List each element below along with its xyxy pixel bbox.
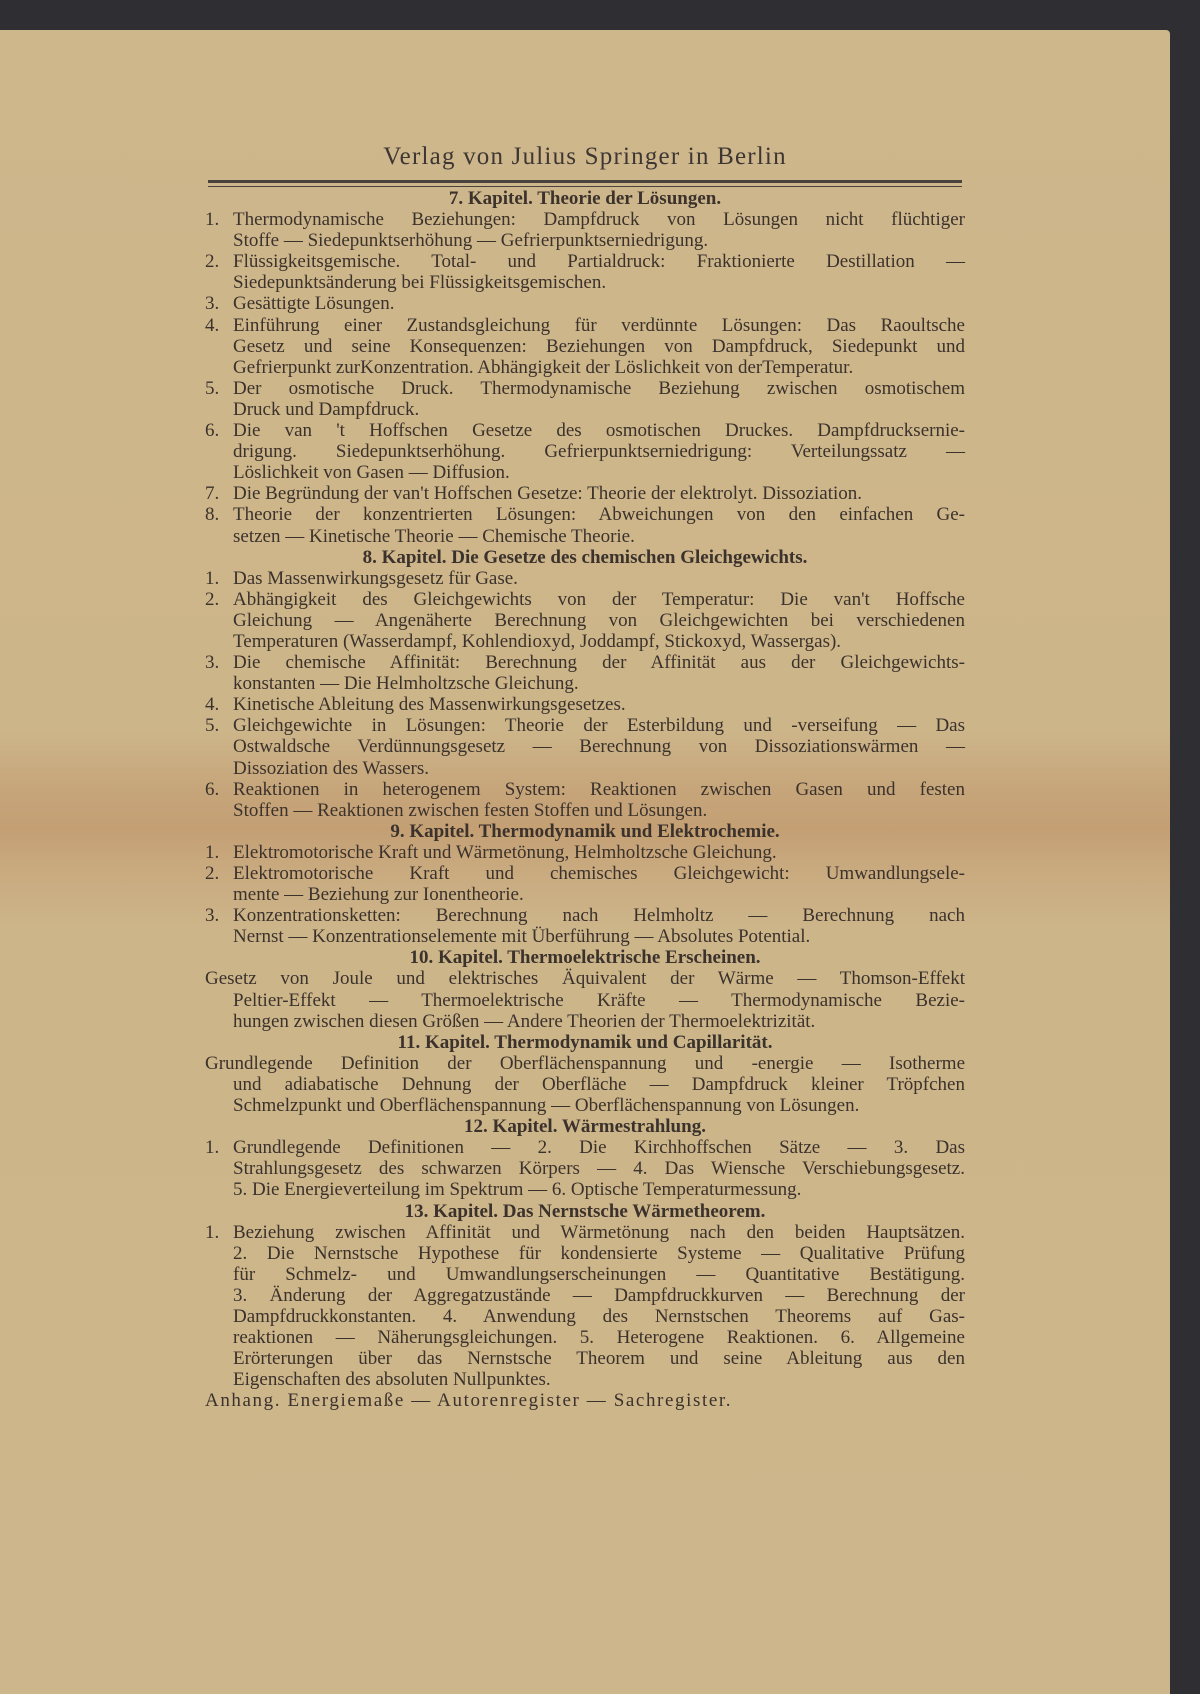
section-item [205,863,965,905]
item-number: 8. [205,504,220,526]
text-line: 2. Die Nernstsche Hypothese für kondensierte Systeme — Qualitative Prüfung [233,1242,965,1264]
text-line: Thermodynamische Beziehungen: Dampfdruck von Lösungen nicht flüchtiger [233,209,965,231]
item-number: 2. [205,251,220,273]
section-item [205,504,965,546]
section-item [205,905,965,947]
text-line: Dampfdruckkonstanten. 4. Anwendung des Nernstschen Theorems auf Gas- [233,1305,965,1327]
text-line: drigung. Siedepunktserhöhung. Gefrierpunktserniedrigung: Verteilungssatz — [233,441,965,463]
item-number: 1. [205,209,220,231]
item-number: 3. [205,652,220,674]
text-line: Schmelzpunkt und Oberflächenspannung — Oberflächenspannung von Lösungen. [233,1095,860,1117]
section-item [205,842,965,863]
section-item [205,378,965,420]
item-number: 7. [205,483,220,505]
item-number: 3. [205,293,220,315]
chapter-heading: 8. Kapitel. Die Gesetze des chemischen Gleichgewichts. [362,546,808,568]
text-line: und adiabatische Dehnung der Oberfläche — Dampfdruck kleiner Tröpfchen [233,1073,965,1095]
item-number: 1. [205,1221,220,1243]
text-line: Abhängigkeit des Gleichgewichts von der Temperatur: Die van't Hoffsche [233,588,965,610]
text-line: Konzentrationsketten: Berechnung nach Helmholtz — Berechnung nach [233,905,965,927]
chapter-heading: 10. Kapitel. Thermoelektrische Erscheinen. [409,947,761,969]
text-line: Die chemische Affinität: Berechnung der Affinität aus der Gleichgewichts- [233,652,965,674]
text-line: Gesättigte Lösungen. [233,293,395,315]
section-item [205,715,965,778]
text-line: Dissoziation des Wassers. [233,757,430,779]
text-line: konstanten — Die Helmholtzsche Gleichung. [233,673,579,695]
text-line: hungen zwischen diesen Größen — Andere Theorien der Thermoelektrizität. [233,1010,816,1032]
text-line: Die Begründung der van't Hoffschen Gesetze: Theorie der elektrolyt. Dissoziation. [233,483,863,505]
item-number: 6. [205,420,220,442]
item-number: 6. [205,778,220,800]
item-number: 5. [205,377,220,399]
header-double-rule [208,180,962,187]
section-item [205,251,965,293]
text-line: 3. Änderung der Aggregatzustände — Dampfdruckkurven — Berechnung der [233,1284,965,1306]
item-number: 2. [205,863,220,884]
text-line: Einführung einer Zustandsgleichung für verdünnte Lösungen: Das Raoultsche [233,314,965,336]
item-number: 4. [205,314,220,336]
text-line: Der osmotische Druck. Thermodynamische Beziehung zwischen osmotischem [233,377,965,399]
item-number: 2. [205,588,220,610]
text-line: Strahlungsgesetz des schwarzen Körpers — 4. Das Wiensche Verschiebungsgesetz. [233,1158,965,1180]
text-line: setzen — Kinetische Theorie — Chemische Theorie. [233,525,635,547]
text-line: Gefrierpunkt zurKonzentration. Abhängigkeit der Löslichkeit von derTemperatur. [233,356,854,378]
text-line: Gleichgewichte in Lösungen: Theorie der Esterbildung und -verseifung — Das [233,715,965,737]
text-line: Beziehung zwischen Affinität und Wärmetönung nach den beiden Hauptsätzen. [233,1221,965,1243]
text-line: Peltier-Effekt — Thermoelektrische Kräfte — Thermodynamische Bezie- [233,989,965,1011]
text-line: Reaktionen in heterogenem System: Reaktionen zwischen Gasen und festen [233,778,965,800]
section-item [205,1222,965,1391]
text-line: mente — Beziehung zur Ionentheorie. [233,884,524,906]
item-number: 1. [205,567,220,589]
text-line: Theorie der konzentrierten Lösungen: Abweichungen von den einfachen Ge- [233,504,965,526]
text-line: Stoffe — Siedepunktserhöhung — Gefrierpunktserniedrigung. [233,230,709,252]
item-number: 1. [205,1137,220,1159]
text-line: Siedepunktsänderung bei Flüssigkeitsgemischen. [233,272,607,294]
section-item [205,420,965,483]
appendix-line: Anhang. Energiemaße — Autorenregister — Sachregister. [205,1390,733,1412]
item-number: 1. [205,841,220,863]
chapter-heading: 13. Kapitel. Das Nernstsche Wärmetheorem. [404,1200,766,1222]
item-number: 5. [205,715,220,737]
text-line: Die van 't Hoffschen Gesetze des osmotischen Druckes. Dampfdrucksernie- [233,420,965,442]
chapter-heading: 9. Kapitel. Thermodynamik und Elektrochemie. [390,820,780,842]
text-line: Druck und Dampfdruck. [233,398,420,420]
text-line: Temperaturen (Wasserdampf, Kohlendioxyd, Joddampf, Stickoxyd, Wassergas). [233,630,842,652]
text-line: 5. Die Energieverteilung im Spektrum — 6. Optische Temperaturmessung. [233,1179,802,1201]
text-line: für Schmelz- und Umwandlungserscheinungen — Quantitative Bestätigung. [233,1263,965,1285]
item-number: 3. [205,905,220,927]
text-line: Elektromotorische Kraft und Wärmetönung, Helmholtzsche Gleichung. [233,841,777,863]
section-item [205,779,965,821]
table-of-contents [205,188,965,1411]
text-line: Ostwaldsche Verdünnungsgesetz — Berechnung von Dissoziationswärmen — [233,736,965,758]
chapter-heading: 11. Kapitel. Thermodynamik und Capillarität. [397,1031,773,1053]
document-page [0,30,1170,1694]
section-item [205,1137,965,1200]
text-line: Stoffen — Reaktionen zwischen festen Stoffen und Lösungen. [233,799,708,821]
publisher-header: Verlag von Julius Springer in Berlin [383,143,787,170]
section-item [205,568,965,589]
item-number: 4. [205,694,220,716]
text-line: reaktionen — Näherungsgleichungen. 5. Heterogene Reaktionen. 6. Allgemeine [233,1327,965,1349]
text-line: Kinetische Ableitung des Massenwirkungsgesetzes. [233,694,626,716]
text-line: Löslichkeit von Gasen — Diffusion. [233,462,510,484]
section-item [205,694,965,715]
chapter-heading: 7. Kapitel. Theorie der Lösungen. [448,188,722,209]
section-item [205,483,965,504]
text-line: Grundlegende Definition der Oberflächenspannung und -energie — Isotherme [205,1052,965,1074]
section-item [205,968,965,1031]
section-item [205,293,965,314]
text-line: Eigenschaften des absoluten Nullpunktes. [233,1369,551,1391]
text-line: Nernst — Konzentrationselemente mit Überführung — Absolutes Potential. [233,926,811,948]
text-line: Gleichung — Angenäherte Berechnung von Gleichgewichten bei verschiedenen [233,609,965,631]
section-item [205,315,965,378]
text-line: Grundlegende Definitionen — 2. Die Kirchhoffschen Sätze — 3. Das [233,1137,965,1159]
text-line: Flüssigkeitsgemische. Total- und Partialdruck: Fraktionierte Destillation — [233,251,965,273]
section-item [205,589,965,652]
chapter-heading: 12. Kapitel. Wärmestrahlung. [464,1116,706,1138]
section-item [205,209,965,251]
text-line: Erörterungen über das Nernstsche Theorem und seine Ableitung aus den [233,1348,965,1370]
text-line: Das Massenwirkungsgesetz für Gase. [233,567,518,589]
section-item [205,652,965,694]
text-line: Gesetz und seine Konsequenzen: Beziehungen von Dampfdruck, Siedepunkt und [233,335,965,357]
text-line: Elektromotorische Kraft und chemisches Gleichgewicht: Umwandlungsele- [233,863,965,884]
section-item [205,1053,965,1116]
text-line: Gesetz von Joule und elektrisches Äquivalent der Wärme — Thomson-Effekt [205,968,965,990]
